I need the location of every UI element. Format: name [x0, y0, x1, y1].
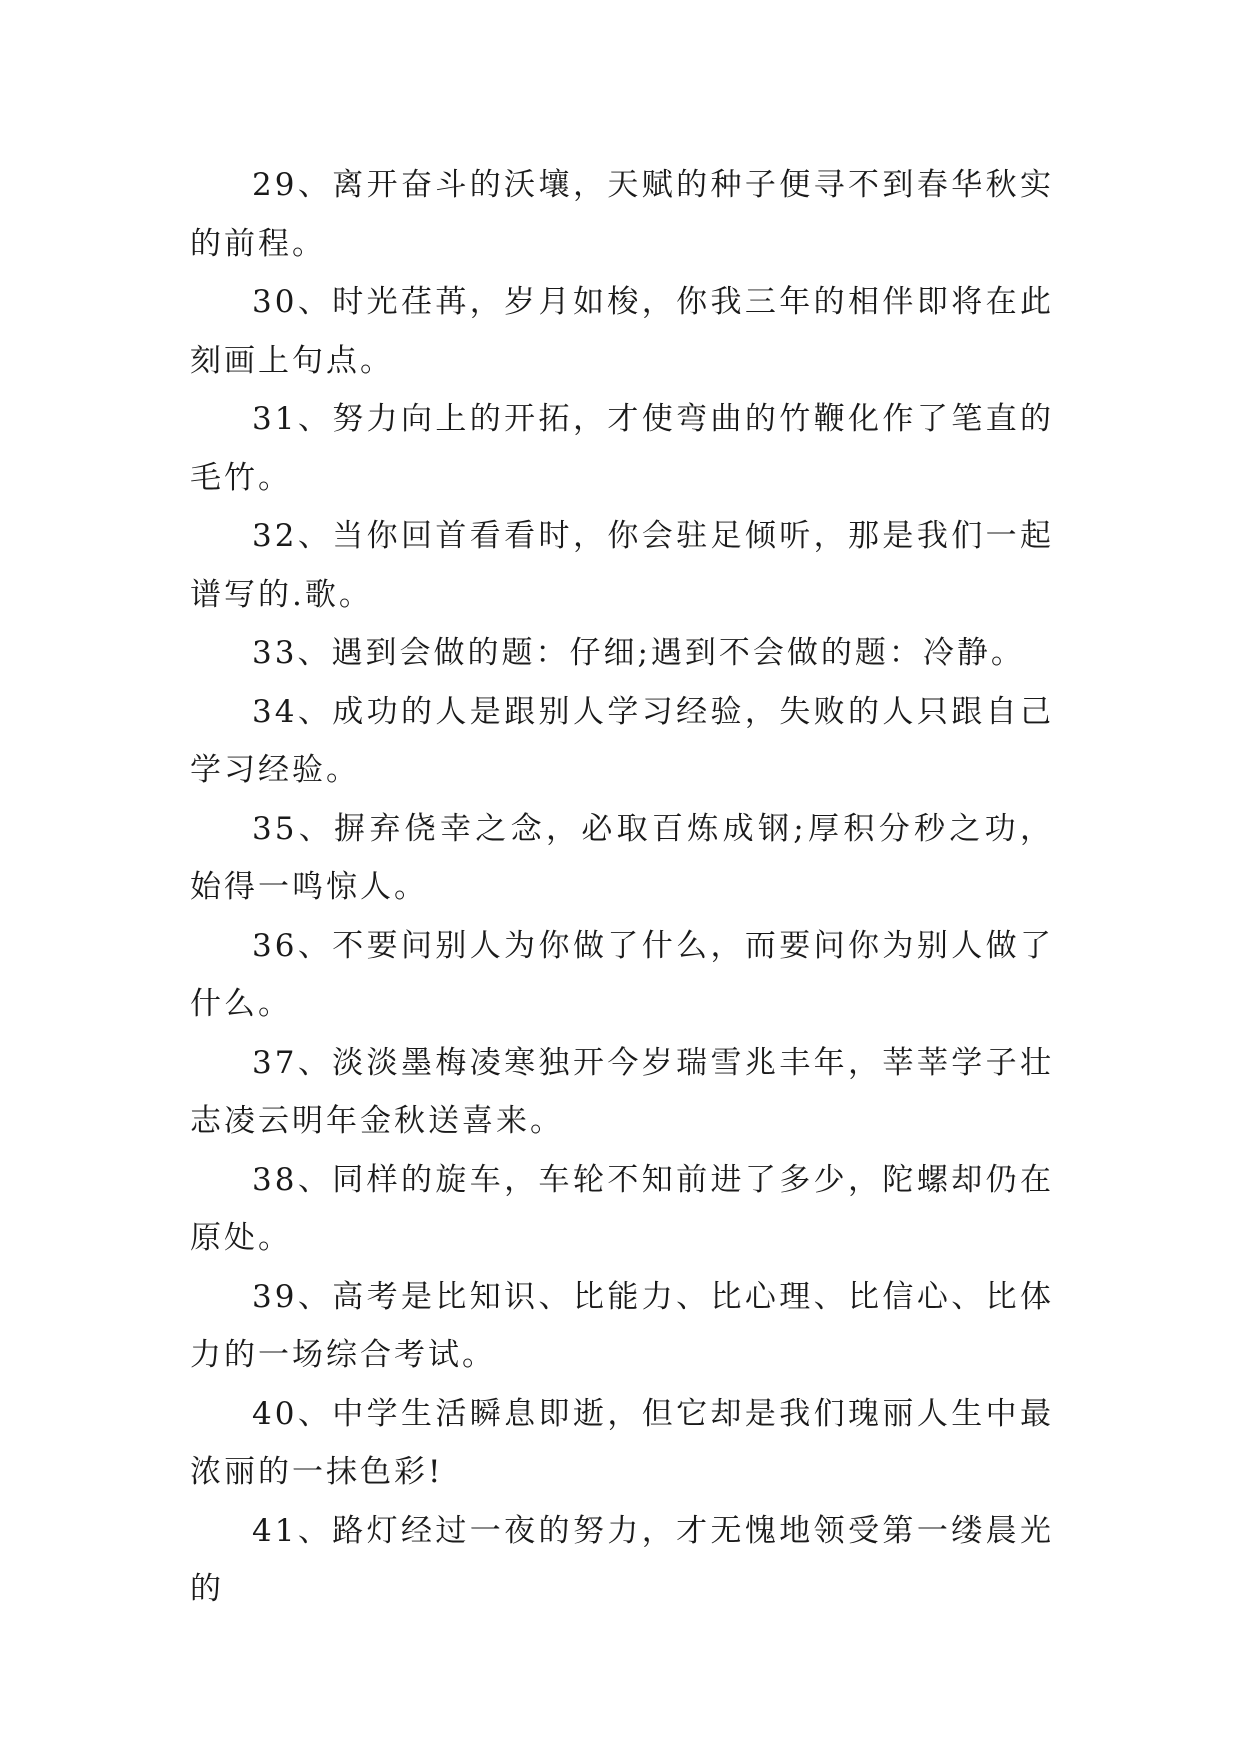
paragraph-37: 37、淡淡墨梅凌寒独开今岁瑞雪兆丰年，莘莘学子壮志凌云明年金秋送喜来。	[190, 1044, 1054, 1139]
document-body	[190, 156, 1054, 1619]
paragraph-30: 30、时光荏苒，岁月如梭，你我三年的相伴即将在此刻画上句点。	[190, 284, 1054, 379]
paragraph-40: 40、中学生活瞬息即逝，但它却是我们瑰丽人生中最浓丽的一抹色彩!	[190, 1395, 1054, 1490]
paragraph-33: 33、遇到会做的题：仔细;遇到不会做的题：冷静。	[252, 635, 1025, 671]
paragraph-39: 39、高考是比知识、比能力、比心理、比信心、比体力的一场综合考试。	[190, 1278, 1054, 1373]
paragraph-34: 34、成功的人是跟别人学习经验，失败的人只跟自己学习经验。	[190, 693, 1054, 788]
paragraph-32: 32、当你回首看看时，你会驻足倾听，那是我们一起谱写的.歌。	[190, 518, 1054, 613]
paragraph-35: 35、摒弃侥幸之念，必取百炼成钢;厚积分秒之功，始得一鸣惊人。	[190, 810, 1054, 905]
paragraph-31: 31、努力向上的开拓，才使弯曲的竹鞭化作了笔直的毛竹。	[190, 401, 1054, 496]
paragraph-29: 29、离开奋斗的沃壤，天赋的种子便寻不到春华秋实的前程。	[190, 167, 1054, 262]
paragraph-41: 41、路灯经过一夜的努力，才无愧地领受第一缕晨光的	[190, 1512, 1054, 1607]
paragraph-36: 36、不要问别人为你做了什么，而要问你为别人做了什么。	[190, 927, 1054, 1022]
paragraph-38: 38、同样的旋车，车轮不知前进了多少，陀螺却仍在原处。	[190, 1161, 1054, 1256]
